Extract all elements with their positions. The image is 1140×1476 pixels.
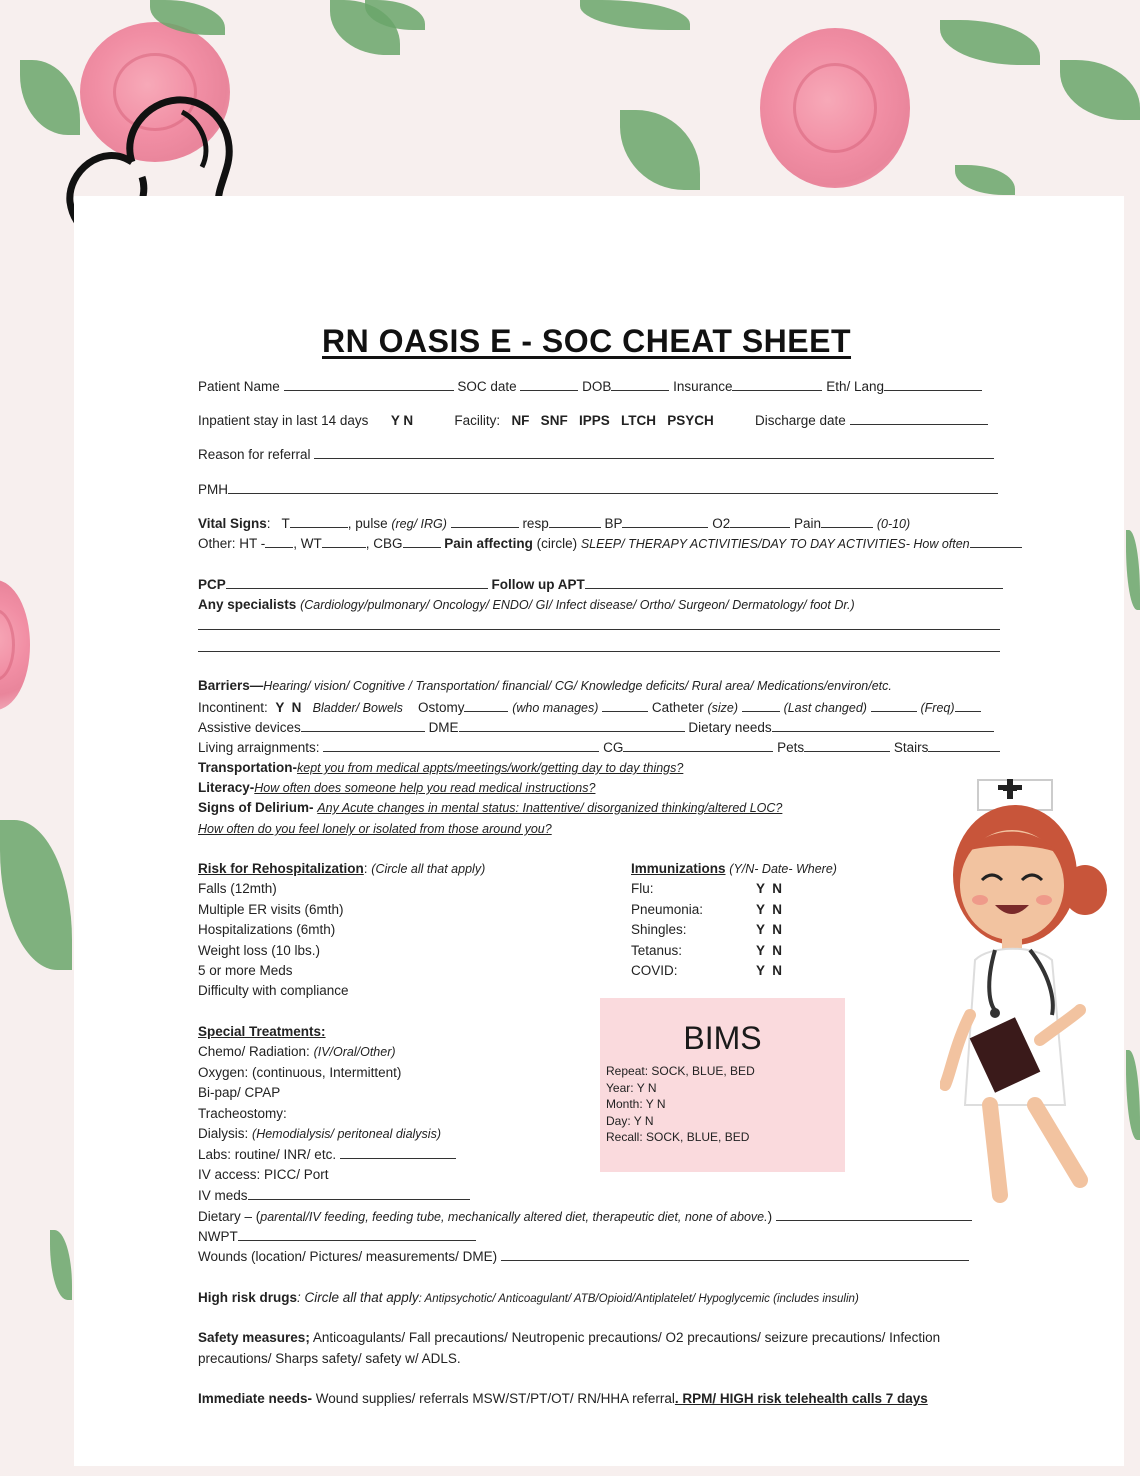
leaf-decoration — [50, 1230, 72, 1300]
blank-line — [198, 629, 1000, 630]
risk-item: Hospitalizations (6mth) — [198, 922, 336, 938]
leaf-decoration — [940, 20, 1040, 65]
leaf-decoration — [1126, 530, 1140, 610]
bims-title: BIMS — [683, 1020, 762, 1056]
blank-line — [198, 651, 1000, 652]
rehospitalization-section: Risk for Rehospitalization: (Circle all that apply) Falls (12mth) Multiple ER visits (6mth) Hospitalizations (6mth) Weight loss (10 lbs.) 5 or more Meds Difficulty with compliance — [198, 861, 518, 1004]
immunization-item: Tetanus: Y N — [631, 942, 783, 958]
leaf-decoration — [0, 820, 72, 970]
special-treatments-section: Special Treatments: Chemo/ Radiation: (IV/Oral/Other) Oxygen: (continuous, Intermittent) Bi-pap/ CPAP Tracheostomy: Dialysis: (Hemodialysis/ peritoneal dialysis) Labs: routine/ INR/ etc. IV access: PICC/ Port IV meds Dietary – (parental/IV feeding, feeding tube, mechanically altered diet, therapeutic diet, none of above.) NWPT Wounds (location/ Pictures/ measurements/ DME) — [198, 1024, 1018, 1269]
leaf-decoration — [620, 110, 700, 190]
leaf-decoration — [1126, 1050, 1140, 1140]
high-risk-drugs-row: High risk drugs: Circle all that apply: Antipsychotic/ Anticoagulant/ ATB/Opioid/Antiplatelet/ Hypoglycemic (includes insulin) — [198, 1290, 859, 1305]
risk-item: Weight loss (10 lbs.) — [198, 942, 321, 958]
loneliness-row: How often do you feel lonely or isolated from those around you? — [198, 822, 552, 836]
reason-for-referral-row: Reason for referral — [198, 446, 1008, 462]
leaf-decoration — [955, 165, 1015, 195]
living-arrangements-row: Living arraignments: CG Pets Stairs — [198, 739, 1008, 755]
vital-signs-row: Vital Signs: T , pulse (reg/ IRG) resp BP O2 Pain (0-10) — [198, 516, 911, 531]
safety-measures-row-2: precautions/ Sharps safety/ safety w/ ADLS. — [198, 1351, 461, 1366]
nurse-illustration — [940, 775, 1115, 1215]
other-vitals-row: Other: HT - , WT , CBG Pain affecting (circle) SLEEP/ THERAPY ACTIVITIES/DAY TO DAY ACTIVITIES- How often — [198, 535, 1008, 551]
transportation-row: Transportation-kept you from medical appts/meetings/work/getting day to day things? — [198, 760, 684, 775]
patient-info-row: Patient Name SOC date DOB Insurance Eth/ Lang — [198, 378, 1008, 394]
assistive-devices-row: Assistive devices DME Dietary needs — [198, 719, 1008, 735]
safety-measures-row: Safety measures; Anticoagulants/ Fall precautions/ Neutropenic precautions/ O2 precautions/ seizure precautions/ Infection — [198, 1330, 941, 1345]
bims-lines: Repeat: SOCK, BLUE, BED Year: Y N Month: Y N Day: Y N Recall: SOCK, BLUE, BED — [606, 1064, 755, 1144]
delirium-row: Signs of Delirium- Any Acute changes in mental status: Inattentive/ disorganized thinking/altered LOC? — [198, 800, 783, 815]
pcp-row: PCP Follow up APT — [198, 576, 1008, 592]
immunizations-section: Immunizations (Y/N- Date- Where) Flu: Y N Pneumonia: Y N Shingles: Y N Tetanus: Y N COVID: Y N — [631, 861, 891, 983]
immunization-item: COVID: Y N — [631, 962, 783, 978]
leaf-decoration — [1060, 60, 1140, 120]
pmh-row: PMH — [198, 481, 1008, 497]
risk-item: Difficulty with compliance — [198, 983, 349, 999]
immunization-item: Pneumonia: Y N — [631, 901, 783, 917]
risk-item: Falls (12mth) — [198, 881, 277, 897]
immunization-item: Shingles: Y N — [631, 922, 783, 938]
rose-decoration — [760, 28, 910, 188]
incontinent-row: Incontinent: Y N Bladder/ Bowels Ostomy (who manages) Catheter (size) (Last changed) (Freq) — [198, 699, 1008, 715]
specialists-row: Any specialists (Cardiology/pulmonary/ Oncology/ ENDO/ GI/ Infect disease/ Ortho/ Surgeon/ Dermatology/ foot Dr.) — [198, 597, 855, 612]
leaf-decoration — [580, 0, 690, 30]
immediate-needs-row: Immediate needs- Wound supplies/ referrals MSW/ST/PT/OT/ RN/HHA referral. RPM/ HIGH risk telehealth calls 7 days — [198, 1391, 928, 1406]
risk-item: 5 or more Meds — [198, 962, 293, 978]
bims-box — [600, 998, 845, 1172]
document-title: RN OASIS E - SOC CHEAT SHEET — [322, 323, 852, 359]
inpatient-stay-row: Inpatient stay in last 14 days Y N Facility: NF SNF IPPS LTCH PSYCH Discharge date — [198, 412, 1008, 428]
literacy-row: Literacy-How often does someone help you read medical instructions? — [198, 780, 596, 795]
rose-decoration — [0, 580, 30, 710]
risk-item: Multiple ER visits (6mth) — [198, 901, 344, 917]
immunization-item: Flu: Y N — [631, 881, 783, 897]
barriers-row: Barriers—Hearing/ vision/ Cognitive / Transportation/ financial/ CG/ Knowledge deficits/ Rural area/ Medications/environ/etc. — [198, 678, 892, 693]
